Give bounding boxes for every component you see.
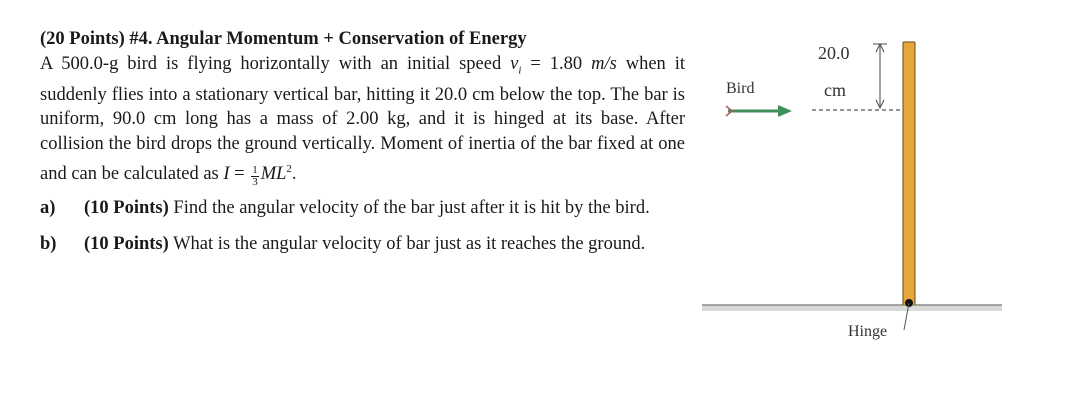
formula-period: . xyxy=(291,163,297,184)
speed-unit: m/s xyxy=(591,53,617,74)
part-a xyxy=(40,194,685,222)
problem-text-1: A 500.0-g bird is flying horizontally with an initial speed xyxy=(40,53,511,74)
vertical-bar xyxy=(903,42,915,305)
problem-statement xyxy=(40,27,685,266)
initial-speed-subscript: i xyxy=(518,64,522,77)
problem-title: (20 Points) #4. Angular Momentum + Conservation of Energy xyxy=(40,29,527,49)
part-a-letter: a) xyxy=(40,197,56,218)
bar-figure xyxy=(690,0,1089,420)
initial-speed-symbol: v xyxy=(510,53,519,74)
formula-I: I xyxy=(223,163,230,184)
ground-shadow xyxy=(702,305,1002,311)
part-b-letter: b) xyxy=(40,233,57,254)
problem-text-2: when it suddenly flies into a stationary vertical bar, hitting it 20.0 cm below the top. The bar is uniform, 90.0 cm long has a mass of 2.00 kg, and it is hinged at its base. After collision the bird drops the ground vertically. Moment of inertia of the bar fixed at one and can be calculated as xyxy=(40,53,685,184)
figure-diagram xyxy=(690,0,1089,420)
question-parts xyxy=(40,194,685,258)
distance-unit-label: cm xyxy=(824,80,846,100)
problem-body xyxy=(40,52,685,188)
initial-speed-value: = 1.80 xyxy=(521,53,592,74)
fraction-one-third xyxy=(251,165,259,188)
formula-ML: ML xyxy=(260,163,287,184)
bird-label: Bird xyxy=(726,80,755,97)
part-a-text: Find the angular velocity of the bar just after it is hit by the bird. xyxy=(168,197,650,218)
formula-equals: = xyxy=(229,163,250,184)
fraction-denominator: 3 xyxy=(252,175,258,188)
formula-exponent: 2 xyxy=(286,162,292,175)
distance-value-label: 20.0 xyxy=(818,43,850,63)
part-b-points: (10 Points) xyxy=(84,233,169,254)
part-a-points: (10 Points) xyxy=(84,197,169,218)
fraction-numerator: 1 xyxy=(252,163,258,176)
bird-arrow-head-icon xyxy=(778,105,792,117)
part-b xyxy=(40,230,685,258)
part-b-text: What is the angular velocity of bar just as it reaches the ground. xyxy=(168,233,646,254)
hinge-label: Hinge xyxy=(848,323,888,340)
